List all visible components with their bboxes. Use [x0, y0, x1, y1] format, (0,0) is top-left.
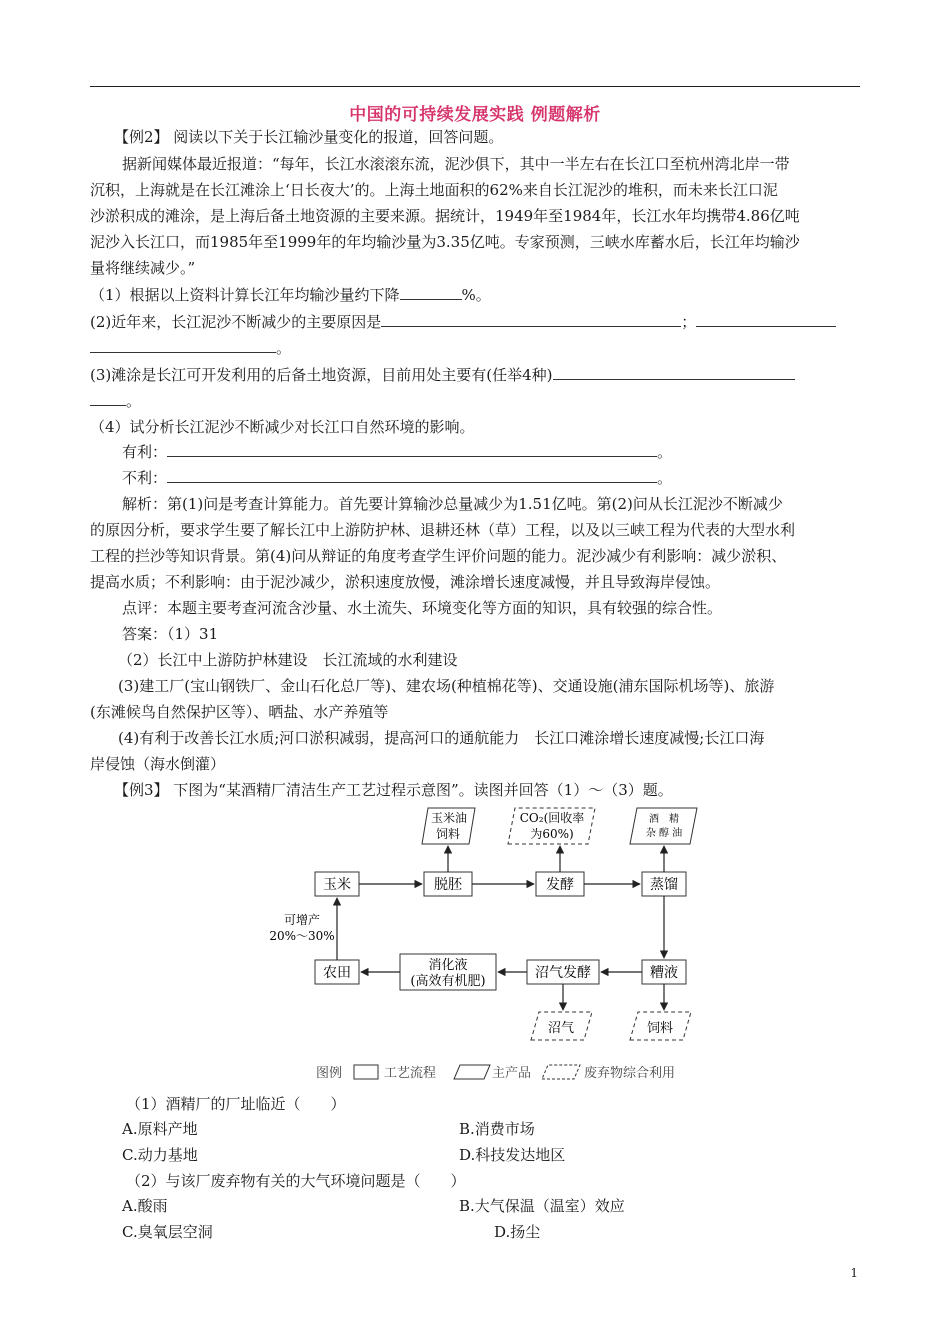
label-vinasse: 糟液 [650, 965, 678, 981]
answer-line: （2）长江中上游防护林建设 长江流域的水利建设 [118, 651, 458, 669]
label-farmland: 农田 [323, 965, 351, 981]
q2-separator: ； [681, 313, 697, 331]
label-feed: 饲料 [646, 1021, 674, 1036]
label-fusel-oil: 杂 醇 油 [645, 828, 683, 839]
ex3-question-1: （1）酒精厂的厂址临近（ ） [126, 1095, 346, 1113]
ex2-favorable [122, 442, 860, 462]
unfavorable-end: 。 [657, 469, 673, 487]
legend-product: 主产品 [492, 1066, 532, 1081]
label-degerm: 脱胚 [434, 877, 462, 893]
q1-option-d[interactable]: D.科技发达地区 [459, 1146, 566, 1164]
answer-line: (3)建工厂(宝山钢铁厂、金山石化总厂等)、建农场(种植棉花等)、交通设施(浦东国际机场等)、旅游 [118, 677, 775, 695]
q1-option-a[interactable]: A.原料产地 [122, 1120, 198, 1138]
label-digestate: 消化液 [428, 958, 468, 973]
q2-option-c[interactable]: C.臭氧层空洞 [122, 1223, 213, 1241]
ex3-question-2: （2）与该厂废弃物有关的大气环境问题是（ ） [126, 1172, 466, 1190]
favorable-label: 有利： [122, 443, 168, 461]
label-biogas: 沼气 [547, 1021, 575, 1036]
answer-line: (4)有利于改善长江水质;河口淤积减弱，提高河口的通航能力 长江口滩涂增长速度减慢;长江口海 [118, 729, 765, 747]
label-corn: 玉米 [323, 877, 351, 893]
q2-answer-blank-1[interactable] [381, 313, 681, 327]
label-ferment: 发酵 [546, 877, 574, 893]
label-alcohol: 酒 精 [649, 814, 679, 825]
ex2-para-line: 沉积，上海就是在长江滩涂上‘日长夜大’的。上海土地面积的62%来自长江泥沙的堆积，而未来长江口泥 [90, 181, 778, 199]
header-rule [90, 86, 860, 87]
unfavorable-blank[interactable] [167, 469, 657, 483]
ex2-para-line: 据新闻媒体最近报道：“每年，长江水滚滚东流，泥沙俱下，其中一半左右在长江口至杭州湾北岸一带 [122, 155, 790, 173]
unfavorable-label: 不利： [122, 469, 168, 487]
legend-waste: 废弃物综合利用 [584, 1066, 676, 1081]
ex2-question-3 [90, 365, 860, 385]
q2-option-d[interactable]: D.扬尘 [494, 1223, 541, 1241]
page-number: 1 [850, 1266, 858, 1280]
ex2-question-2-cont [90, 338, 860, 358]
q2-answer-blank-2[interactable] [696, 313, 836, 327]
ex2-question-1 [90, 285, 860, 305]
ex2-question-3-cont [90, 391, 860, 411]
legend-label: 图例 [316, 1066, 343, 1081]
q1-unit: %。 [461, 286, 491, 304]
analysis-line: 工程的拦沙等知识背景。第(4)问从辩证的角度考查学生评价问题的能力。泥沙减少有利影响：减少淤积、 [90, 547, 787, 565]
ex2-para-line: 量将继续减少。” [90, 259, 196, 277]
q2-option-b[interactable]: B.大气保温（温室）效应 [459, 1197, 625, 1215]
q3-answer-blank-1[interactable] [553, 366, 795, 380]
ex2-question-4: （4）试分析长江泥沙不断减少对长江口自然环境的影响。 [90, 418, 475, 436]
label-co2: CO₂(回收率 [519, 811, 585, 825]
yield-range: 20%～30% [269, 929, 335, 943]
ex2-para-line: 泥沙入长江口，而1985年至1999年的年均输沙量为3.35亿吨。专家预测，三峡水库蓄水后，长江年均输沙 [90, 233, 800, 251]
q3-end: 。 [126, 392, 142, 410]
q3-text: (3)滩涂是长江可开发利用的后备土地资源，目前用处主要有(任举4种) [90, 366, 553, 384]
label-co2-rate: 为60%) [530, 827, 574, 841]
page-title: 中国的可持续发展实践 例题解析 [349, 105, 601, 125]
analysis-line: 解析：第(1)问是考查计算能力。首先要计算输沙总量减少为1.51亿吨。第(2)问从长江泥沙不断减少 [122, 495, 783, 513]
ex2-para-line: 沙淤积成的滩涂，是上海后备土地资源的主要来源。据统计，1949年至1984年，长江水年均携带4.86亿吨 [90, 207, 800, 225]
ex3-heading: 【例3】 下图为“某酒精厂清洁生产工艺过程示意图”。读图并回答（1）～（3）题。 [114, 781, 673, 799]
legend-process: 工艺流程 [384, 1066, 437, 1081]
q1-option-c[interactable]: C.动力基地 [122, 1146, 198, 1164]
ex2-unfavorable [122, 468, 860, 488]
q2-end: 。 [276, 339, 292, 357]
yield-note: 可增产 [283, 913, 321, 927]
ex2-heading: 【例2】 阅读以下关于长江输沙量变化的报道，回答问题。 [114, 128, 504, 146]
comment-line: 点评：本题主要考查河流含沙量、水土流失、环境变化等方面的知识，具有较强的综合性。 [122, 599, 723, 617]
label-corn-oil-feed: 饲料 [435, 827, 461, 841]
q1-option-b[interactable]: B.消费市场 [459, 1120, 535, 1138]
q1-answer-blank[interactable] [400, 286, 462, 300]
analysis-line: 的原因分析，要求学生要了解长江中上游防护林、退耕还林（草）工程，以及以三峡工程为代表的大型水利 [90, 521, 796, 539]
legend-process-swatch [354, 1065, 378, 1079]
answer-line: 答案：（1）31 [122, 625, 219, 643]
analysis-line: 提高水质；不利影响：由于泥沙减少，淤积速度放慢，滩涂增长速度减慢，并且导致海岸侵蚀。 [90, 573, 721, 591]
q2-option-a[interactable]: A.酸雨 [122, 1197, 168, 1215]
label-biogas-fermentation: 沼气发酵 [535, 965, 591, 981]
legend-waste-swatch [542, 1065, 580, 1079]
process-flow-diagram [0, 790, 950, 1090]
label-corn-oil: 玉米油 [430, 811, 468, 825]
favorable-blank[interactable] [167, 443, 657, 457]
label-distill: 蒸馏 [650, 877, 678, 893]
label-organic-fertilizer: (高效有机肥) [410, 974, 486, 989]
answer-line: 岸侵蚀（海水倒灌） [90, 755, 226, 773]
q3-answer-blank-2[interactable] [90, 392, 126, 406]
q1-text: （1）根据以上资料计算长江年均输沙量约下降 [90, 286, 400, 304]
q2-answer-blank-3[interactable] [90, 339, 276, 353]
favorable-end: 。 [657, 443, 673, 461]
legend-product-swatch [454, 1065, 490, 1079]
answer-line: (东滩候鸟自然保护区等）、晒盐、水产养殖等 [90, 703, 389, 721]
q2-text: (2)近年来，长江泥沙不断减少的主要原因是 [90, 313, 382, 331]
ex2-question-2 [90, 312, 860, 332]
